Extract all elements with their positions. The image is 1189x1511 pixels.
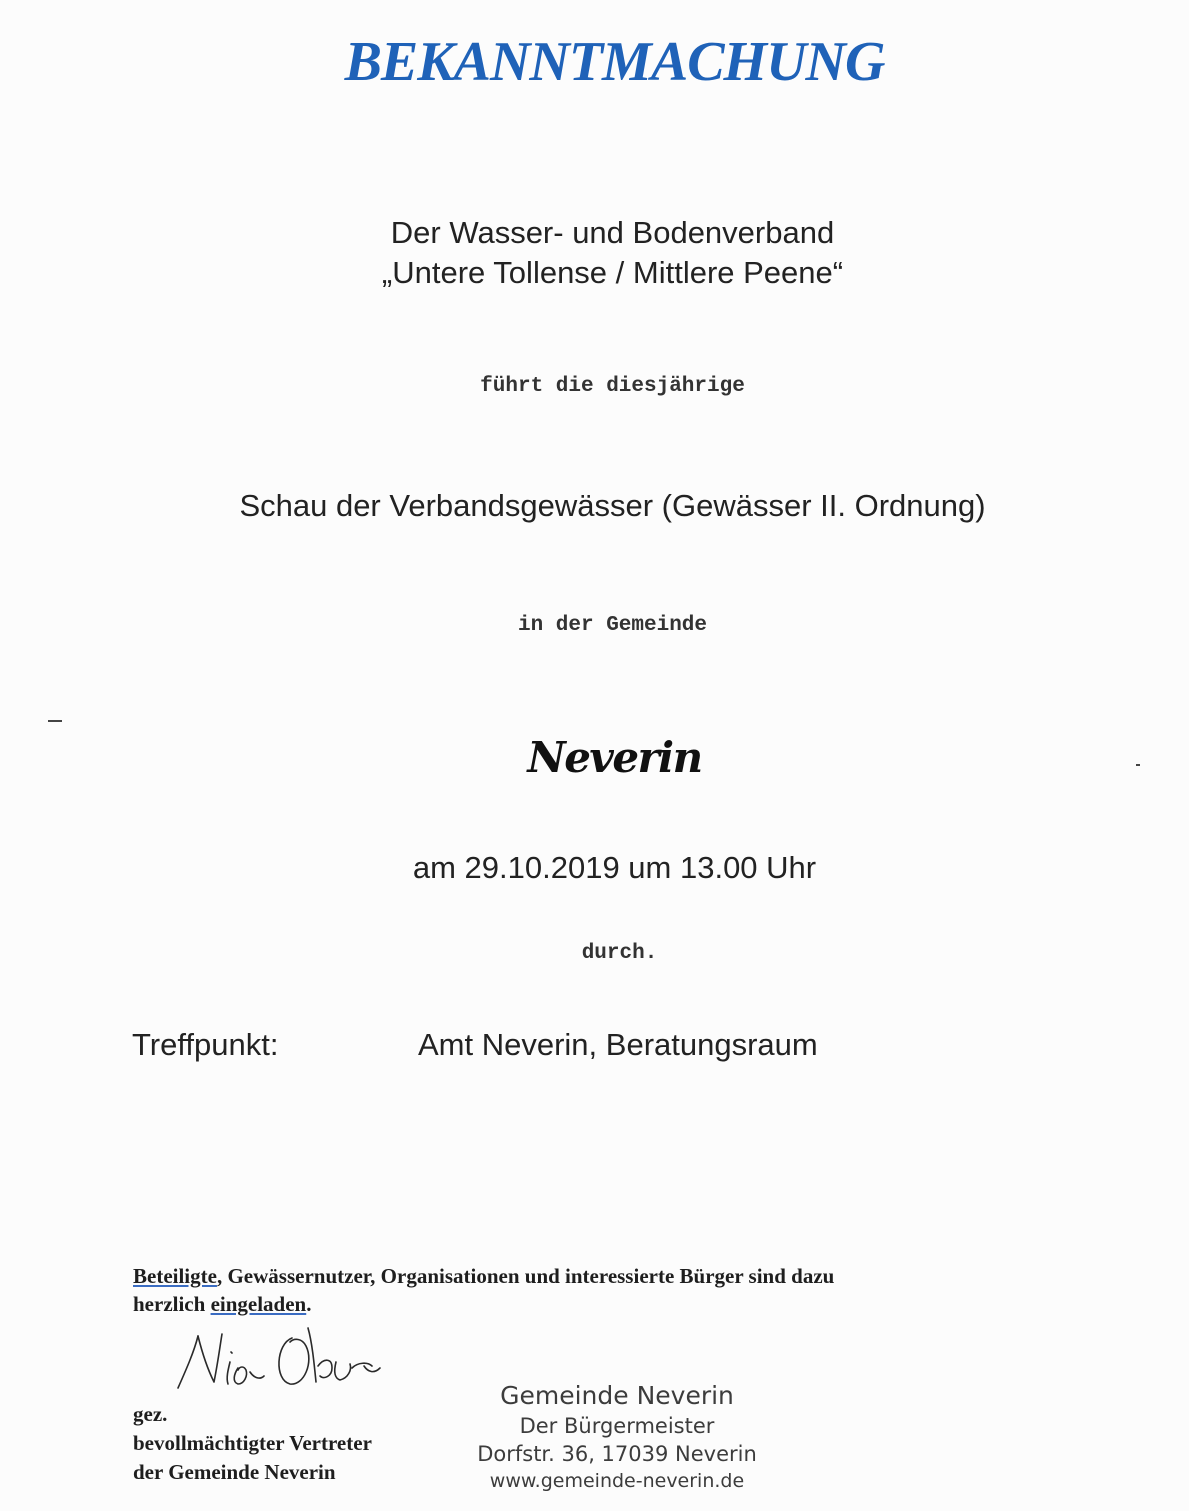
organization-name-line1: Der Wasser- und Bodenverband: [390, 215, 835, 250]
closing-word: durch.: [581, 942, 658, 965]
scan-speck: [1136, 764, 1140, 766]
scan-speck: [48, 720, 62, 722]
signature-entity: der Gemeinde Neverin: [133, 1460, 336, 1484]
invitation-part: Beteiligte: [133, 1264, 217, 1288]
event-datetime: am 29.10.2019 um 13.00 Uhr: [412, 850, 817, 885]
signature-block: [133, 1400, 372, 1487]
location-intro: in der Gemeinde: [517, 614, 708, 637]
signature-gez: gez.: [133, 1402, 168, 1426]
intro-text: führt die diesjährige: [480, 375, 745, 398]
official-stamp: [462, 1380, 772, 1494]
organization-name-line2: „Untere Tollense / Mittlere Peene“: [381, 255, 844, 290]
stamp-title: Der Bürgermeister: [519, 1414, 715, 1438]
meeting-point-value: Amt Neverin, Beratungsraum: [418, 1027, 818, 1062]
invitation-text: [133, 1262, 1033, 1318]
signature-role: bevollmächtigter Vertreter: [133, 1431, 372, 1455]
event-title: Schau der Verbandsgewässer (Gewässer II. Ordnung): [239, 488, 986, 523]
stamp-address: Dorfstr. 36, 17039 Neverin: [477, 1442, 757, 1466]
invitation-part: , Gewässernutzer, Organisationen und interessierte Bürger sind dazu: [216, 1264, 835, 1288]
invitation-part: .: [306, 1292, 312, 1316]
meeting-point-label: Treffpunkt:: [132, 1027, 279, 1062]
invitation-part: herzlich: [133, 1292, 211, 1316]
municipality-name: Neverin: [527, 733, 702, 782]
stamp-municipality: Gemeinde Neverin: [500, 1381, 734, 1410]
notice-headline: BEKANNTMACHUNG: [344, 31, 885, 93]
invitation-part: eingeladen: [210, 1292, 307, 1316]
handwritten-signature: [168, 1322, 398, 1402]
stamp-website: www.gemeinde-neverin.de: [489, 1470, 745, 1492]
